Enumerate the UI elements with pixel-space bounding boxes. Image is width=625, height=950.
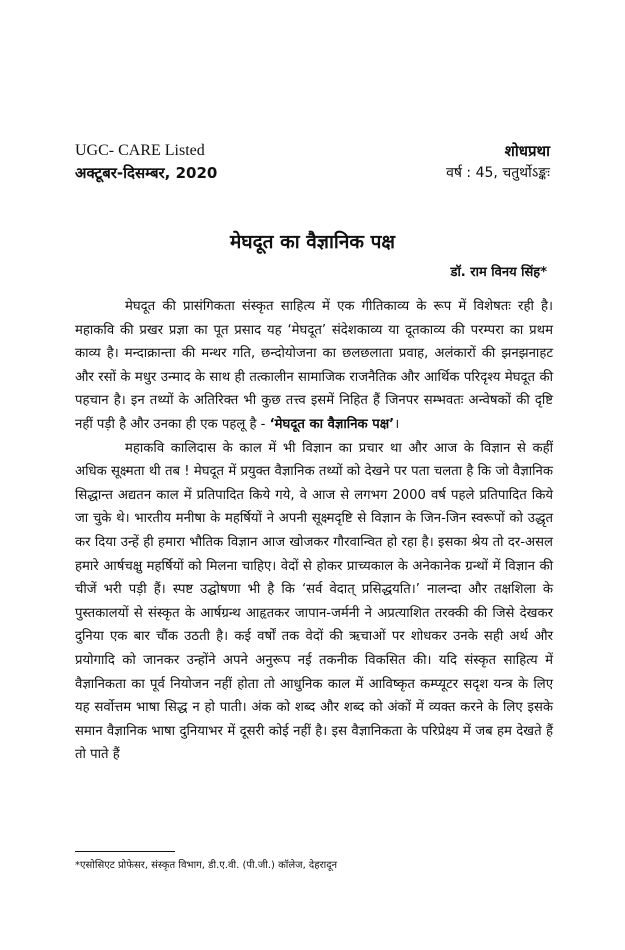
paragraph-1 bbox=[75, 295, 553, 437]
ugc-care-label: UGC- CARE Listed bbox=[75, 142, 205, 159]
footnote-divider bbox=[75, 851, 175, 852]
volume-issue: वर्ष : 45, चतुर्थोऽङ्कः bbox=[446, 165, 550, 181]
paragraph-1-emphasis: ‘मेघदूत का वैज्ञानिक पक्ष’ bbox=[269, 416, 395, 432]
footnote: *एसोसिएट प्रोफेसर, संस्कृत विभाग, डी.ए.वी. (पी.जी.) कॉलेज, देहरादून bbox=[75, 860, 338, 871]
header-right bbox=[446, 140, 550, 184]
paragraph-2: महाकवि कालिदास के काल में भी विज्ञान का प्रचार था और आज के विज्ञान से कहीं अधिक सूक्ष्मता थी तब ! मेघदूत में प्रयुक्त वैज्ञानिक तथ्यों को देखने पर पता चलता है कि जो वैज्ञानिक सिद्धान्त अद्यतन काल में प्रतिपादित किये गये, वे आज से लगभग 2000 वर्ष पहले प्रतिपादित किये जा चुके थे। भारतीय मनीषा के महर्षियों ने अपनी सूक्ष्मदृष्टि से विज्ञान के जिन-जिन स्वरूपों को उद्धृत कर दिया उन्हें ही हमारा भौतिक विज्ञान आज खोजकर गौरवान्वित हो रहा है। इसका श्रेय तो दर-असल हमारे आर्षचक्षु महर्षियों को मिलना चाहिए। वेदों से होकर प्राच्यकाल के अनेकानेक ग्रन्थों में विज्ञान की चीजें भरी पड़ी हैं। स्पष्ट उद्घोषणा भी है कि ‘सर्व वेदात् प्रसिद्धयति।’ नालन्दा और तक्षशिला के पुस्तकालयों से संस्कृत के आर्षग्रन्थ आहृतकर जापान-जर्मनी ने अप्रत्याशित तरक्की की जिसे देखकर दुनिया एक बार चौंक उठती है। कई वर्षों तक वेदों की ऋचाओं पर शोधकर उनके सही अर्थ और प्रयोगादि को जानकर उन्होंने अपने अनुरूप नई तकनीक विकसित की। यदि संस्कृत साहित्य में वैज्ञानिकता का पूर्व नियोजन नहीं होता तो आधुनिक काल में आविष्कृत कम्प्यूटर सदृश यन्त्र के लिए यह सर्वोत्तम भाषा सिद्ध न हो पाती। अंक को शब्द और शब्द को अंकों में व्यक्त करने के लिए इसके समान वैज्ञानिक भाषा दुनियाभर में दूसरी कोई नहीं है। इस वैज्ञानिकता के परिप्रेक्ष्य में जब हम देखते हैं तो पाते हैं bbox=[75, 440, 553, 763]
article-title: मेघदूत का वैज्ञानिक पक्ष bbox=[229, 231, 395, 253]
header-left bbox=[75, 140, 217, 184]
issue-date: अक्टूबर-दिसम्बर, 2020 bbox=[75, 164, 218, 182]
article-author: डॉ. राम विनय सिंह* bbox=[450, 265, 547, 280]
paragraph-1-text: मेघदूत की प्रासंगिकता संस्कृत साहित्य में एक गीतिकाव्य के रूप में विशेषतः रही है। महाकवि की प्रखर प्रज्ञा का पूत प्रसाद यह ‘मेघदूत’ संदेशकाव्य या दूतकाव्य की परम्परा का प्रथम काव्य है। मन्दाक्रान्ता की मन्थर गति, छन्दोयोजना का छलछलाता प्रवाह, अलंकारों की झनझनाहट और रसों के मधुर उन्माद के साथ ही तत्कालीन सामाजिक राजनैतिक और आर्थिक परिदृश्य मेघदूत की पहचान है। इन तथ्यों के अतिरिक्त भी कुछ तत्त्व इसमें निहित हैं जिनपर सम्भवतः अन्वेषकों की दृष्टि नहीं पड़ी है और उनका ही एक पहलू है - bbox=[75, 299, 553, 432]
paragraph-1-end: । bbox=[394, 416, 400, 432]
article-body bbox=[75, 295, 553, 767]
journal-name: शोधप्रथा bbox=[504, 142, 550, 160]
